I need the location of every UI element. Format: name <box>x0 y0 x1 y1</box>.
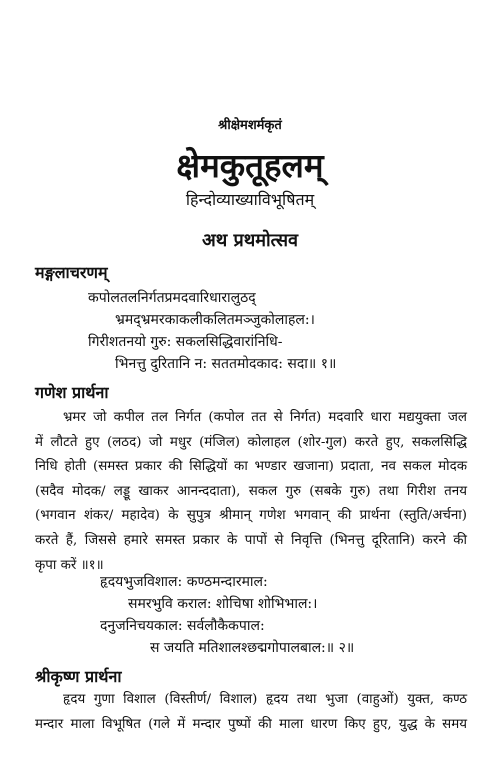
verse-line: दनुजनिचयकाल: सर्वलौकैकपाल: <box>100 618 265 634</box>
paragraph-line: निधि होती (समस्त प्रकार की सिद्धियों का भण्डार खजाना) प्रदाता, नव सकल मोदक <box>35 459 467 475</box>
verse-line: हृदयभुजविशाल: कण्ठमन्दारमाल: <box>100 574 268 590</box>
ganesh-paragraph <box>35 406 467 578</box>
heading-mangalacharanam: मङ्गलाचरणम् <box>35 263 108 282</box>
paragraph-line: हृदय गुणा विशाल (विस्तीर्ण/ विशाल) हृदय तथा भुजा (वाहुओं) युक्त, कण्ठ <box>63 692 467 707</box>
verse-line: समरभुवि कराल: शोचिषा शोभिभाल:। <box>128 596 318 612</box>
author-line: श्रीक्षेमशर्मकृतं <box>218 118 282 133</box>
paragraph-line: (सदैव मोदक/ लड्डू खाकर आनन्ददाता), सकल गुरु (सबके गुरु) तथा गिरीश तनय <box>35 483 467 499</box>
krishna-paragraph <box>35 688 467 737</box>
verse-line: कपोलतलनिर्गतप्रमदवारिधारालुठद् <box>88 290 256 306</box>
verse-line: स जयति मतिशालश्छद्मगोपालबाल:॥ २॥ <box>150 640 355 656</box>
paragraph-line: भ्रमर जो कपील तल निर्गत (कपोल तत से निर्गत) मदवारि धारा मद्ययुक्ता जल <box>63 410 467 425</box>
verse-line: भ्रमद्भ्रमरकाकलीकलितमञ्जुकोलाहल:। <box>115 312 315 328</box>
paragraph-line: कृपा करें ॥१॥ <box>35 557 104 573</box>
book-title: क्षेमकुतूहलम् <box>176 146 324 185</box>
book-subtitle: हिन्दोव्याख्याविभूषितम् <box>185 190 315 209</box>
paragraph-line: में लौटते हुए (लठद) जो मधुर (मंजिल) कोलाहल (शोर-गुल) करते हुए, सकलसिद्धि <box>35 434 467 450</box>
verse-line: गिरीशतनयो गुरु: सकलसिद्धिवारांनिधि- <box>88 334 283 350</box>
paragraph-line: (भगवान शंकर/ महादेव) के सुपुत्र श्रीमान् गणेश भगवान् की प्रार्थना (स्तुति/अर्चना) <box>35 508 467 524</box>
paragraph-line: करते हैं, जिससे हमारे समस्त प्रकार के पापों से निवृत्ति (भिनत्तु दूरितानि) करने की <box>35 532 467 548</box>
heading-krishna-prarthana: श्रीकृष्ण प्रार्थना <box>35 667 122 686</box>
chapter-title: अथ प्रथमोत्सव <box>201 230 298 251</box>
heading-ganesh-prarthana: गणेश प्रार्थना <box>35 383 109 402</box>
paragraph-line: मन्दार माला विभूषित (गले में मन्दार पुष्पों की माला धारण किए हुए, युद्ध के समय <box>35 716 467 732</box>
verse-line: भिनत्तु दुरितानि न: सततमोदकाद: सदा॥ १॥ <box>115 356 337 372</box>
